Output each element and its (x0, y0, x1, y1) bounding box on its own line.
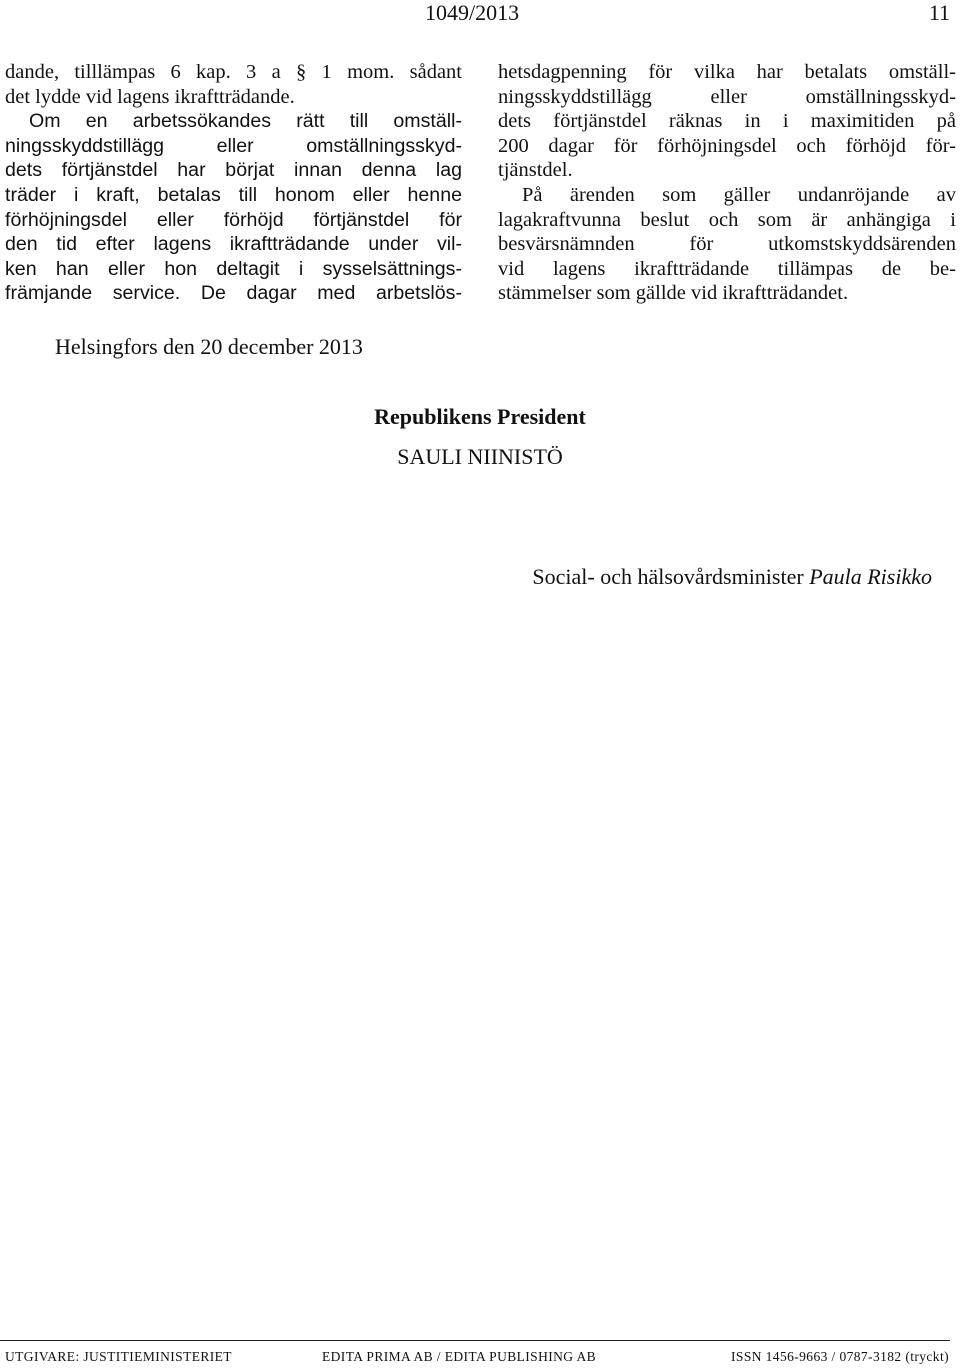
right-text-column (498, 60, 956, 306)
minister-signature (532, 563, 932, 591)
place-and-date: Helsingfors den 20 december 2013 (55, 334, 363, 359)
text-line: På ärenden som gäller undanröjande av (522, 183, 956, 206)
text-line: vid lagens ikraftträdande tillämpas de be- (498, 257, 956, 280)
footer-printer: EDITA PRIMA AB / EDITA PUBLISHING AB (322, 1349, 597, 1364)
text-line: besvärsnämnden för utkomstskyddsärenden (498, 233, 956, 256)
text-line: ningsskyddstillägg eller omställningsskyd- (498, 85, 956, 108)
text-line: hetsdagpenning för vilka har betalats omställ- (498, 61, 956, 83)
footer-issn: ISSN 1456-9663 / 0787-3182 (tryckt) (731, 1349, 949, 1364)
text-line: dets förtjänstdel räknas in i maximitiden på (498, 110, 956, 133)
left-text-column (5, 60, 462, 306)
text-line: förhöjningsdel eller förhöjd förtjänstdel för (5, 208, 462, 231)
text-line: 200 dagar för förhöjningsdel och förhöjd för- (498, 134, 956, 157)
text-line: det lydde vid lagens ikraftträdande. (5, 85, 295, 108)
statute-number: 1049/2013 (425, 0, 520, 25)
text-line: ningsskyddstillägg eller omställningsskyd- (5, 134, 462, 157)
text-line: träder i kraft, betalas till honom eller henne (5, 183, 462, 206)
footer-publisher: UTGIVARE: JUSTITIEMINISTERIET (5, 1349, 232, 1364)
text-line: främjande service. De dagar med arbetslös- (5, 282, 462, 305)
text-line: dets förtjänstdel har börjat innan denna lag (5, 159, 462, 182)
president-name: SAULI NIINISTÖ (397, 444, 563, 469)
minister-name: Paula Risikko (809, 564, 932, 589)
text-line: tjänstdel. (498, 159, 573, 182)
text-line: stämmelser som gällde vid ikraftträdandet. (498, 282, 849, 305)
page-number: 11 (928, 0, 950, 25)
footer-divider (0, 1340, 950, 1341)
page-header (0, 0, 960, 30)
text-line: den tid efter lagens ikraftträdande under vil- (5, 233, 462, 256)
text-line: ken han eller hon deltagit i sysselsättnings- (5, 257, 462, 280)
minister-title: Social- och hälsovårdsminister (532, 564, 804, 589)
text-line: dande, tilllämpas 6 kap. 3 a § 1 mom. sådant (5, 61, 462, 83)
president-title: Republikens President (374, 404, 586, 429)
text-line: lagakraftvunna beslut och som är anhängiga i (498, 208, 956, 231)
text-line: Om en arbetssökandes rätt till omställ- (29, 110, 462, 133)
